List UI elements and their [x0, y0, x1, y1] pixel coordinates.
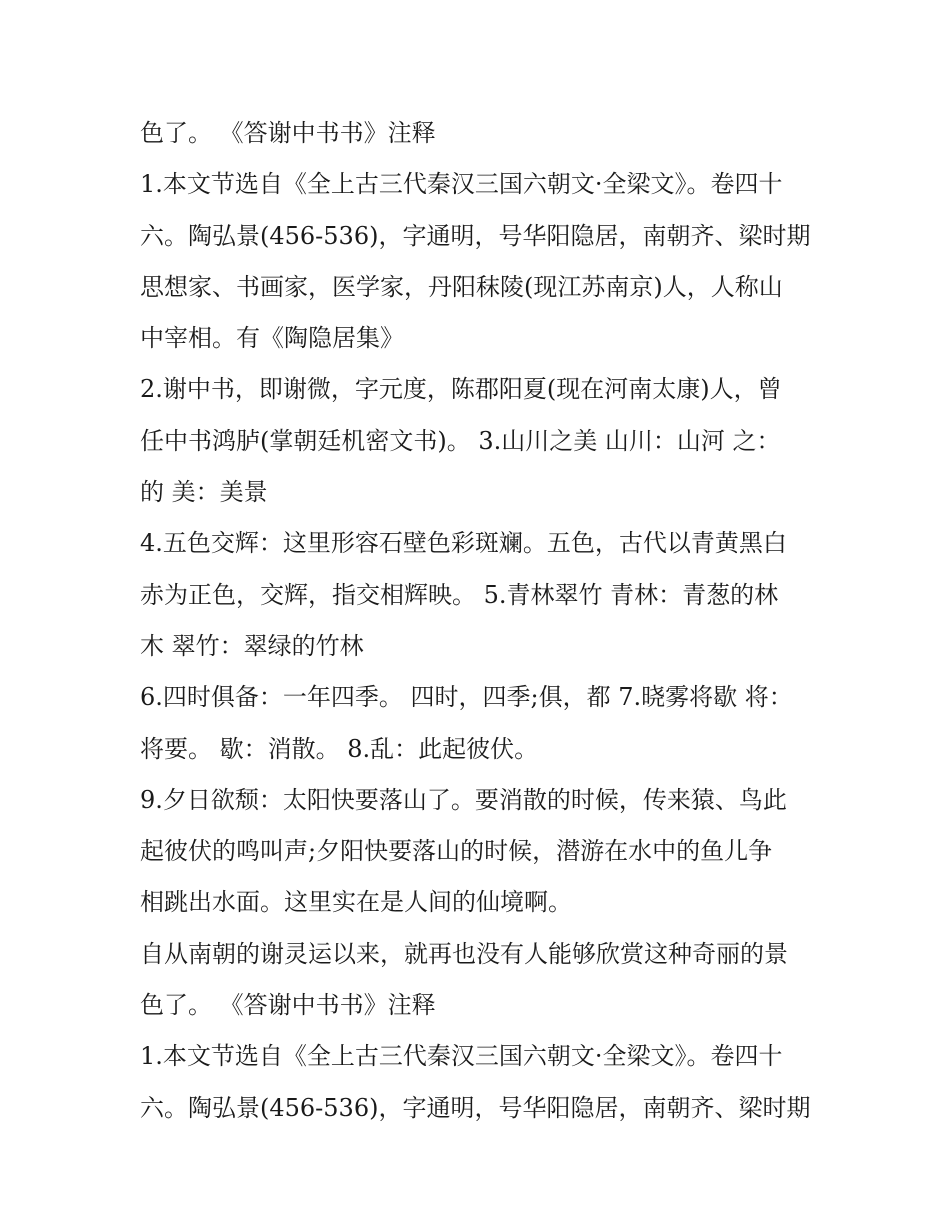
document-text — [140, 108, 820, 1134]
text-line: 4.五色交辉：这里形容石壁色彩斑斓。五色，古代以青黄黑白 — [140, 529, 787, 558]
text-line: 将要。 歇：消散。 8.乱：此起彼伏。 — [140, 734, 539, 763]
text-line: 2.谢中书，即谢微，字元度，陈郡阳夏(现在河南太康)人，曾 — [140, 375, 782, 404]
text-line: 色了。 《答谢中书书》注释 — [140, 119, 436, 147]
text-line: 六。陶弘景(456-536)，字通明，号华阳隐居，南朝齐、梁时期 — [140, 221, 811, 250]
text-line: 赤为正色，交辉，指交相辉映。 5.青林翠竹 青林：青葱的林 — [140, 580, 779, 609]
text-line: 起彼伏的鸣叫声;夕阳快要落山的时候，潜游在水中的鱼儿争 — [140, 837, 773, 866]
text-line: 1.本文节选自《全上古三代秦汉三国六朝文·全梁文》。卷四十 — [140, 170, 783, 199]
text-line: 相跳出水面。这里实在是人间的仙境啊。 — [140, 888, 572, 917]
text-line: 自从南朝的谢灵运以来，就再也没有人能够欣赏这种奇丽的景 — [140, 939, 788, 968]
text-line: 中宰相。有《陶隐居集》 — [140, 324, 404, 353]
text-line: 的 美：美景 — [140, 478, 268, 507]
text-line: 色了。 《答谢中书书》注释 — [140, 991, 436, 1020]
text-line: 9.夕日欲颓：太阳快要落山了。要消散的时候，传来猿、鸟此 — [140, 785, 787, 814]
text-line: 6.四时俱备：一年四季。 四时，四季;俱，都 7.晓雾将歇 将： — [140, 683, 793, 712]
text-line: 思想家、书画家，医学家，丹阳秣陵(现江苏南京)人，人称山 — [140, 272, 783, 301]
text-line: 1.本文节选自《全上古三代秦汉三国六朝文·全梁文》。卷四十 — [140, 1042, 783, 1071]
text-line: 木 翠竹：翠绿的竹林 — [140, 631, 364, 660]
text-line: 六。陶弘景(456-536)，字通明，号华阳隐居，南朝齐、梁时期 — [140, 1093, 811, 1122]
text-line: 任中书鸿胪(掌朝廷机密文书)。 3.山川之美 山川：山河 之： — [140, 426, 781, 455]
